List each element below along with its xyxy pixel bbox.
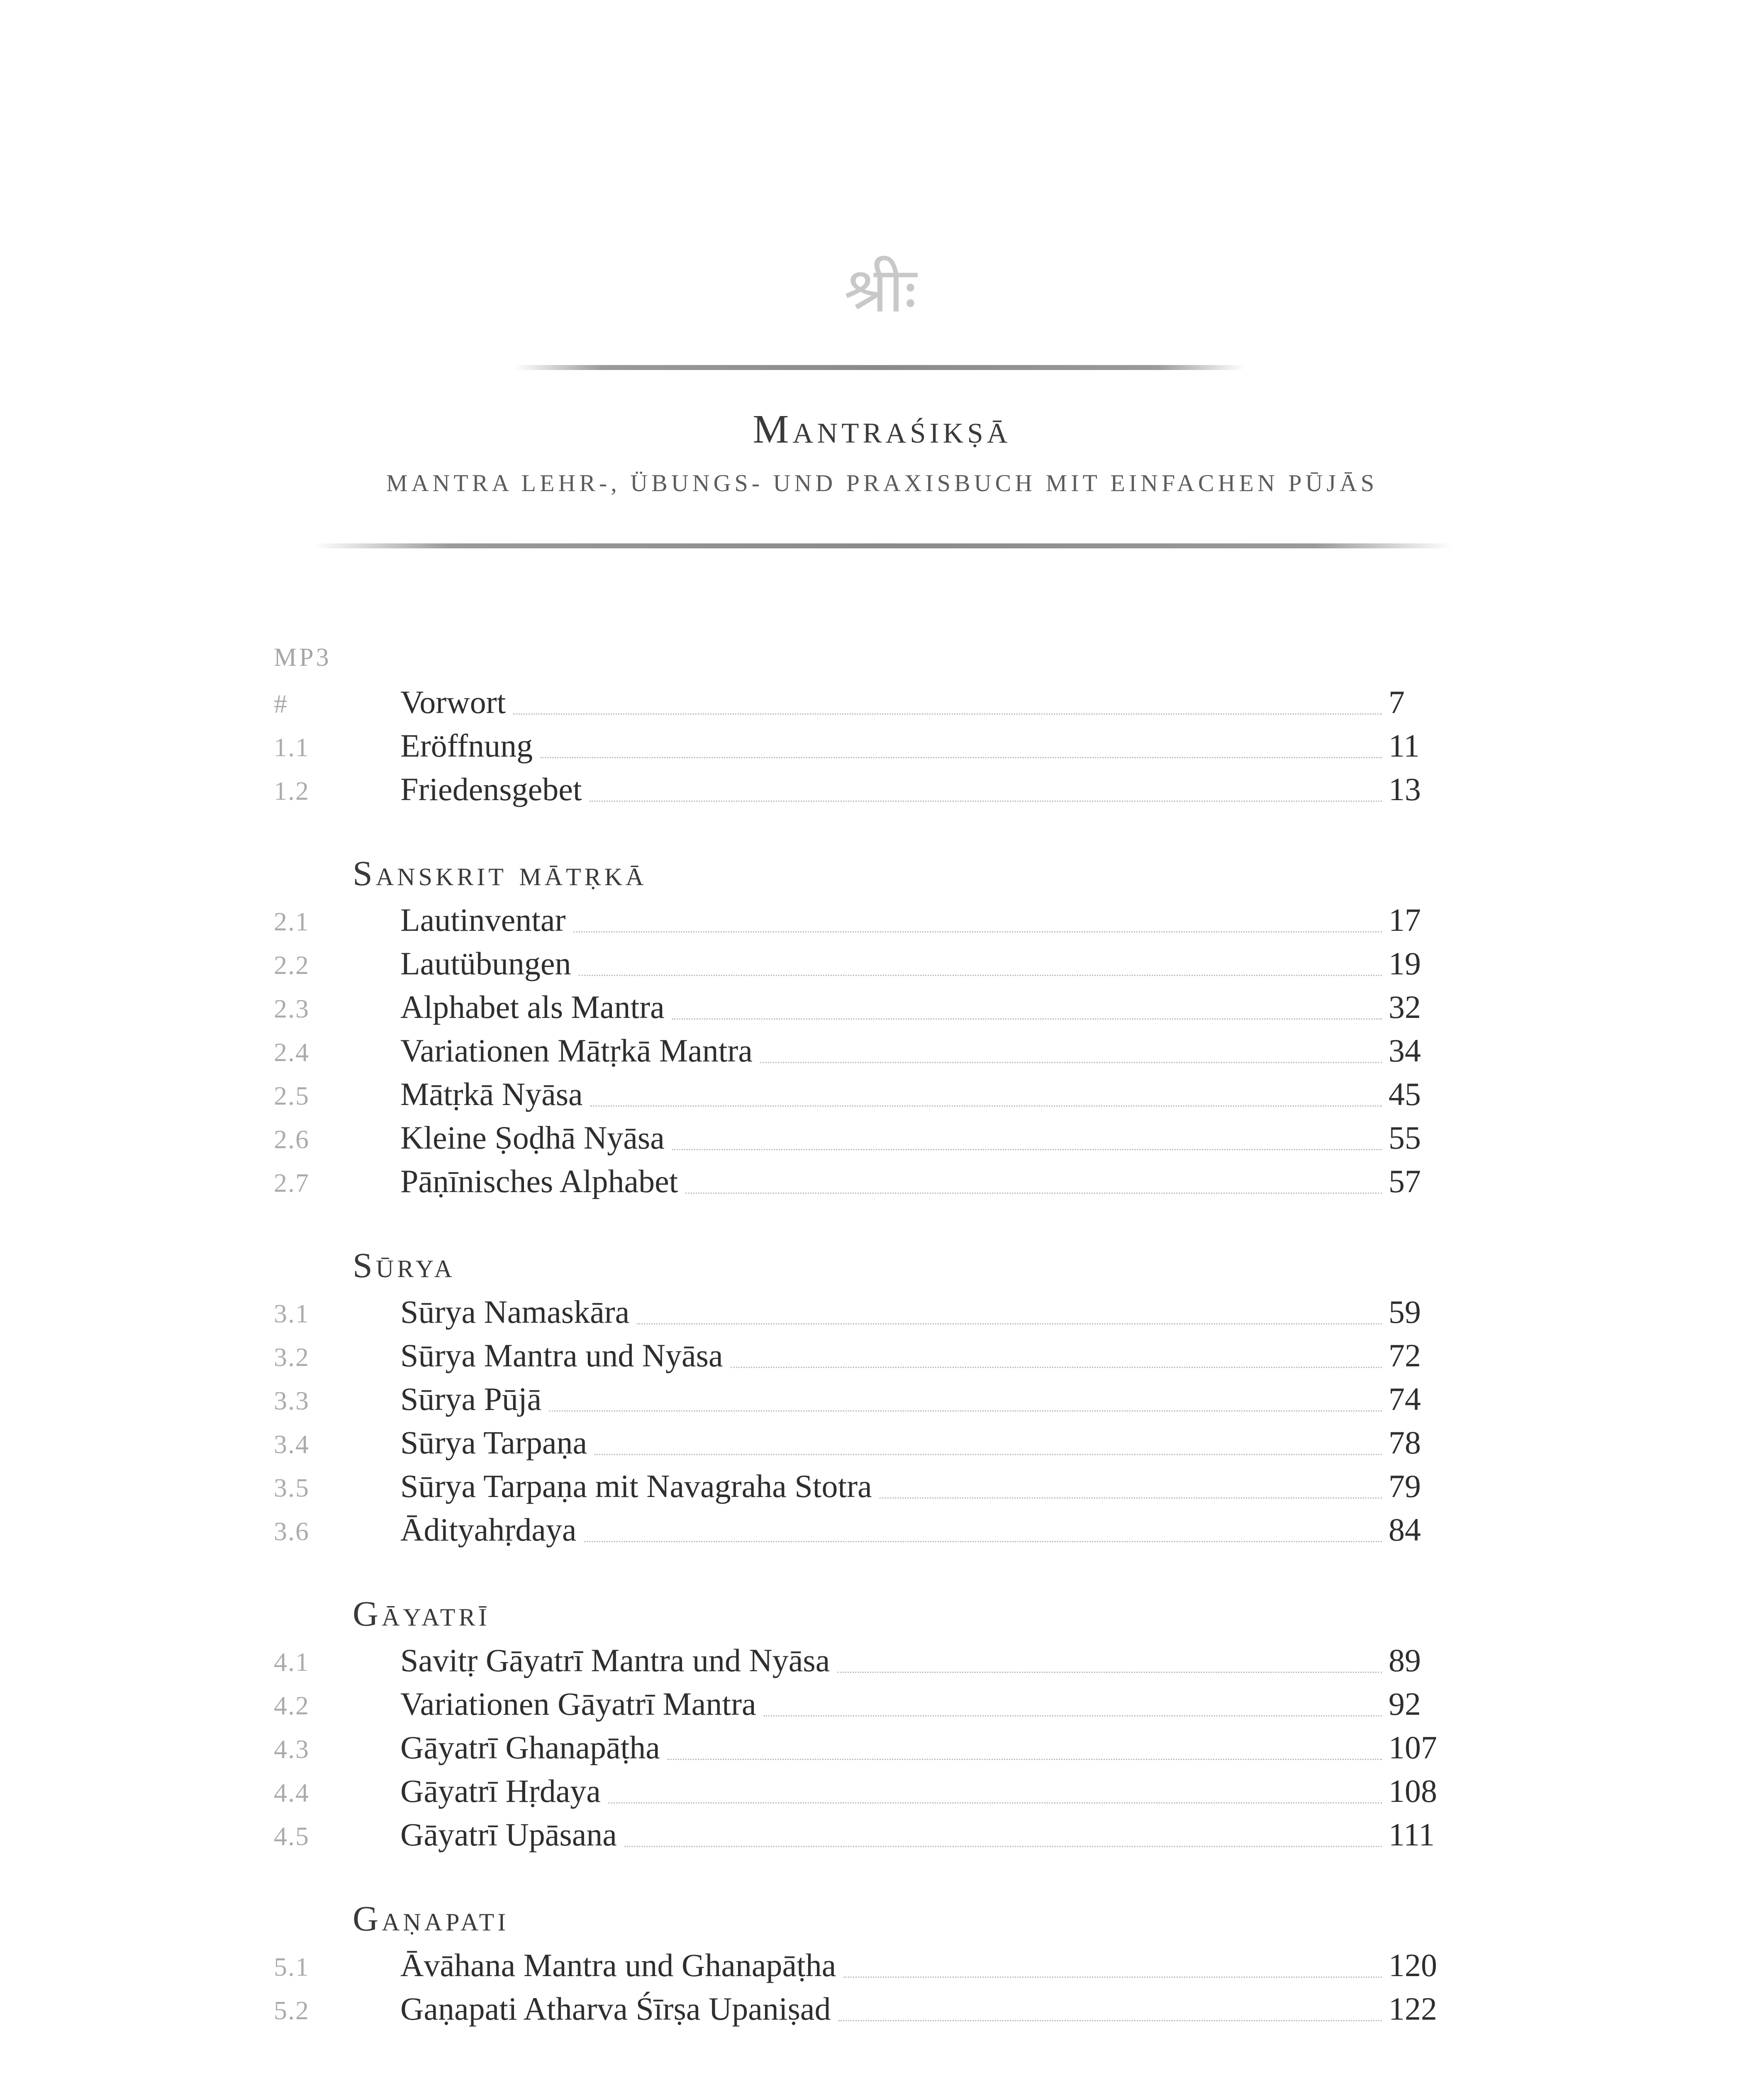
- track-number: 3.3: [274, 1386, 309, 1415]
- dot-leader: [637, 1323, 1382, 1324]
- dot-leader: [764, 1715, 1382, 1716]
- section-heading-ganapati: Gaṇapati: [353, 1899, 509, 1938]
- track-number: 3.6: [274, 1517, 309, 1546]
- page-number: 79: [1389, 1468, 1421, 1504]
- dot-leader: [624, 1846, 1382, 1847]
- track-number: 3.1: [274, 1299, 309, 1328]
- page-number: 89: [1389, 1642, 1421, 1678]
- track-number: 3.4: [274, 1429, 309, 1459]
- book-subtitle: MANTRA LEHR-, ÜBUNGS- UND PRAXISBUCH MIT EINFACHEN PŪJĀS: [386, 470, 1378, 497]
- dot-leader: [837, 1672, 1382, 1673]
- dot-leader: [590, 1105, 1382, 1107]
- toc-row[interactable]: [0, 1072, 1764, 1116]
- toc-row[interactable]: [0, 942, 1764, 985]
- page-number: 11: [1389, 728, 1420, 764]
- page-number: 57: [1389, 1163, 1421, 1199]
- toc-entry-label: Vorwort: [400, 684, 506, 720]
- toc-entry-label: Alphabet als Mantra: [400, 989, 665, 1025]
- page-number: 122: [1389, 1991, 1437, 2027]
- page-number: 92: [1389, 1686, 1421, 1722]
- page-number: 108: [1389, 1773, 1437, 1809]
- toc-entry-label: Pāṇīnisches Alphabet: [400, 1163, 678, 1199]
- track-number: 2.2: [274, 950, 309, 980]
- page-number: 120: [1389, 1947, 1437, 1983]
- dot-leader: [513, 713, 1382, 715]
- track-number: 3.2: [274, 1342, 309, 1372]
- page-number: 34: [1389, 1032, 1421, 1069]
- toc-row[interactable]: [0, 1987, 1764, 2030]
- track-number: 2.4: [274, 1037, 309, 1067]
- dot-leader: [760, 1062, 1382, 1063]
- toc-entry-label: Variationen Mātṛkā Mantra: [400, 1032, 753, 1069]
- track-number: 1.1: [274, 733, 309, 762]
- track-number: 4.1: [274, 1647, 309, 1677]
- toc-row[interactable]: [0, 1116, 1764, 1159]
- mp3-column-label: MP3: [274, 643, 331, 672]
- toc-entry-label: Gāyatrī Upāsana: [400, 1816, 617, 1852]
- toc-row[interactable]: [0, 724, 1764, 767]
- toc-entry-label: Gāyatrī Hṛdaya: [400, 1773, 601, 1809]
- section-heading-gayatri: Gāyatrī: [353, 1594, 490, 1633]
- track-number: 4.2: [274, 1691, 309, 1720]
- track-number: 4.5: [274, 1821, 309, 1851]
- toc-row[interactable]: [0, 1726, 1764, 1769]
- toc-row[interactable]: [0, 1464, 1764, 1508]
- track-number: 2.5: [274, 1081, 309, 1110]
- dot-leader: [731, 1367, 1382, 1368]
- dot-leader: [608, 1802, 1382, 1804]
- toc-entry-label: Eröffnung: [400, 728, 533, 764]
- toc-entry-label: Sūrya Namaskāra: [400, 1294, 630, 1330]
- shri-emblem: श्रीः: [844, 254, 920, 326]
- page-number: 78: [1389, 1424, 1421, 1461]
- dot-leader: [668, 1759, 1382, 1760]
- toc-row[interactable]: [0, 1638, 1764, 1682]
- page-number: [1389, 2072, 1445, 2074]
- track-number: 2.1: [274, 907, 309, 936]
- toc-row[interactable]: [0, 767, 1764, 811]
- dot-leader: [549, 1410, 1382, 1412]
- track-number: 2.3: [274, 994, 309, 1023]
- page-number: 19: [1389, 945, 1421, 981]
- page-number: 111: [1389, 1816, 1435, 1852]
- toc-entry-label: Gāyatrī Ghanapāṭha: [400, 1729, 660, 1765]
- page-number: 59: [1389, 1294, 1421, 1330]
- toc-entry-label: Kleine Ṣoḍhā Nyāsa: [400, 1120, 665, 1156]
- section-heading-sanskrit-matrka: Sanskrit mātṛkā: [353, 853, 647, 893]
- page-number: 13: [1389, 771, 1421, 807]
- toc-entry-label: Variationen Gāyatrī Mantra: [400, 1686, 756, 1722]
- page-number: 74: [1389, 1381, 1421, 1417]
- toc-entry-label: Lautübungen: [400, 945, 571, 981]
- dot-leader: [590, 801, 1382, 802]
- track-number: 2.6: [274, 1125, 309, 1154]
- toc-entry-label: Sūrya Tarpaṇa: [400, 1424, 587, 1461]
- toc-row[interactable]: [0, 985, 1764, 1029]
- dot-leader: [540, 757, 1382, 758]
- dot-leader: [579, 975, 1382, 976]
- toc-row[interactable]: [0, 1682, 1764, 1726]
- dot-leader: [672, 1018, 1382, 1020]
- dot-leader: [672, 1149, 1382, 1150]
- page-number: 7: [1389, 684, 1405, 720]
- toc-row[interactable]: [0, 1943, 1764, 1987]
- dot-leader: [584, 1541, 1382, 1542]
- track-number: 2.7: [274, 1168, 309, 1198]
- dot-leader: [594, 1454, 1382, 1455]
- track-number: 4.3: [274, 1734, 309, 1764]
- toc-row[interactable]: [0, 898, 1764, 942]
- toc-entry-label: Friedensgebet: [400, 771, 582, 807]
- page-number: 45: [1389, 1076, 1421, 1112]
- track-number: 5.1: [274, 1952, 309, 1981]
- dot-leader: [880, 1497, 1382, 1499]
- page-number: 32: [1389, 989, 1421, 1025]
- page-number: 72: [1389, 1337, 1421, 1373]
- toc-entry-label: [624, 2072, 1183, 2074]
- page-number: 55: [1389, 1120, 1421, 1156]
- toc-row[interactable]: [0, 1377, 1764, 1421]
- dot-leader: [843, 1977, 1382, 1978]
- dot-leader: [573, 931, 1382, 932]
- toc-row[interactable]: [0, 680, 1764, 724]
- track-number: 1.2: [274, 776, 309, 806]
- dot-leader: [685, 1193, 1382, 1194]
- toc-entry-label: Sūrya Mantra und Nyāsa: [400, 1337, 723, 1373]
- toc-row[interactable]: [0, 1290, 1764, 1334]
- dot-leader: [838, 2020, 1382, 2021]
- toc-row[interactable]: [0, 1029, 1764, 1072]
- page-number: 84: [1389, 1512, 1421, 1548]
- toc-row[interactable]: [0, 1159, 1764, 1203]
- book-title: Mantraśikṣā: [753, 407, 1011, 452]
- track-number: #: [274, 689, 288, 718]
- toc-row[interactable]: [0, 1769, 1764, 1813]
- toc-entry-label: Ādityahṛdaya: [400, 1512, 577, 1548]
- toc-entry-label: Savitṛ Gāyatrī Mantra und Nyāsa: [400, 1642, 830, 1678]
- toc-entry-label: Sūrya Pūjā: [400, 1381, 542, 1417]
- toc-entry-label: Lautinventar: [400, 902, 566, 938]
- toc-entry-label: Gaṇapati Atharva Śīrṣa Upaniṣad: [400, 1991, 831, 2027]
- toc-row[interactable]: [0, 1421, 1764, 1464]
- toc-entry-label: Sūrya Tarpaṇa mit Navagraha Stotra: [400, 1468, 872, 1504]
- toc-row[interactable]: [0, 1813, 1764, 1856]
- toc-row[interactable]: [0, 1334, 1764, 1377]
- toc-row[interactable]: [0, 2072, 1764, 2074]
- section-heading-surya: Sūrya: [353, 1245, 456, 1285]
- page-number: 17: [1389, 902, 1421, 938]
- track-number: 5.2: [274, 1996, 309, 2025]
- page-number: 107: [1389, 1729, 1437, 1765]
- toc-entry-label: Āvāhana Mantra und Ghanapāṭha: [400, 1947, 836, 1983]
- track-number: 3.5: [274, 1473, 309, 1502]
- track-number: 4.4: [274, 1778, 309, 1807]
- toc-row[interactable]: [0, 1508, 1764, 1551]
- toc-entry-label: Mātṛkā Nyāsa: [400, 1076, 583, 1112]
